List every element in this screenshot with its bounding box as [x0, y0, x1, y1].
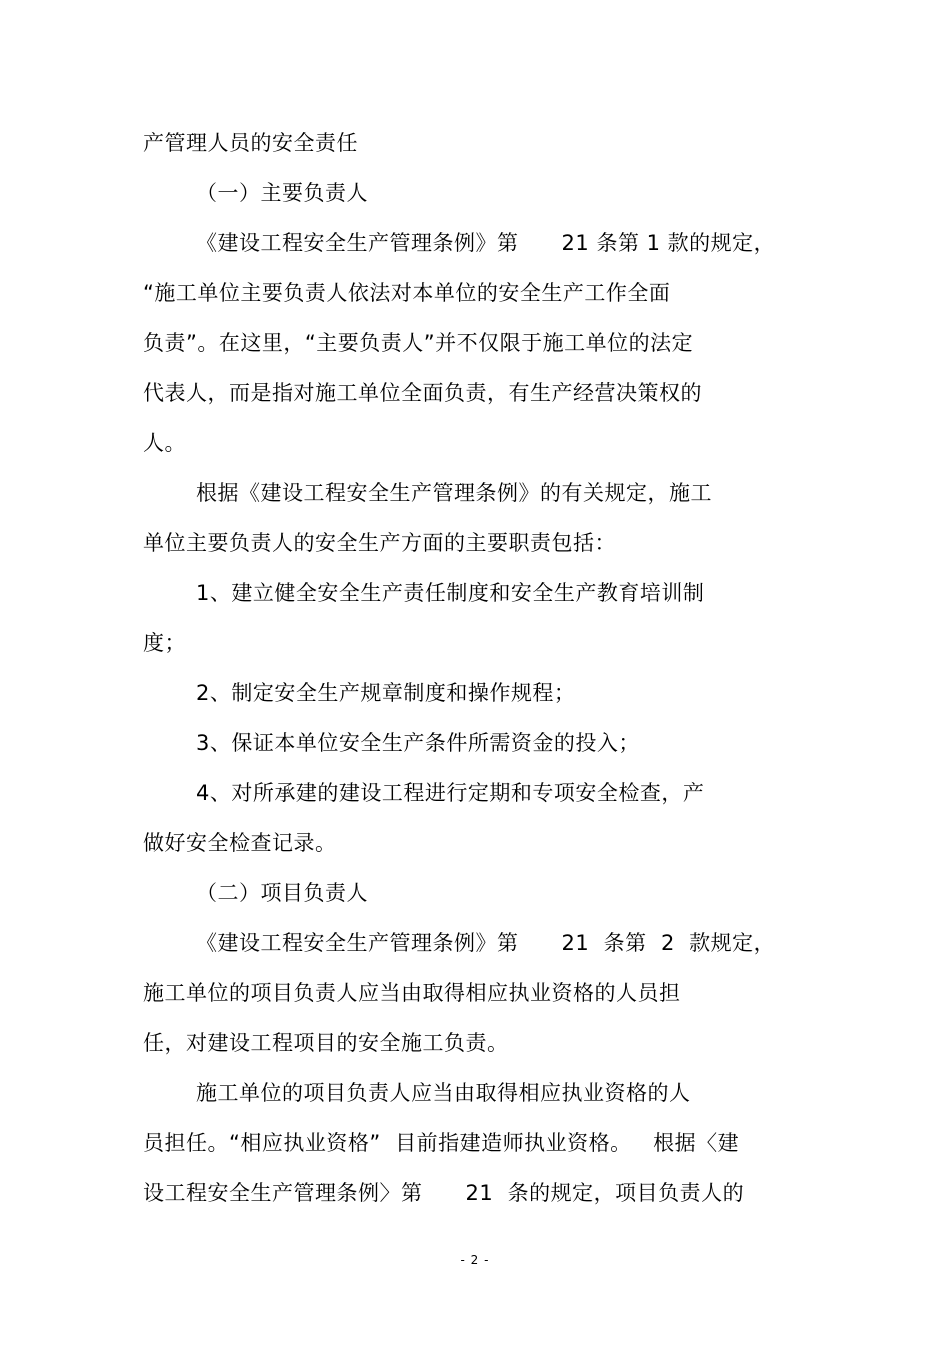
text-line: 施工单位的项目负责人应当由取得相应执业资格的人员担: [143, 981, 681, 1005]
list-item: 2、制定安全生产规章制度和操作规程；: [196, 681, 576, 705]
text-line: 员担任。“相应执业资格” 目前指建造师执业资格。 根据〈建: [143, 1131, 740, 1155]
section-heading: （二）项目负责人: [196, 881, 368, 905]
text-line: 《建设工程安全生产管理条例》第 21 条第 1 款的规定，: [196, 231, 776, 255]
text-line: 任，对建设工程项目的安全施工负责。: [143, 1031, 509, 1055]
text-line: 产管理人员的安全责任: [143, 131, 358, 155]
text-line: 做好安全检查记录。: [143, 831, 337, 855]
page-number: - 2 -: [460, 1253, 490, 1267]
list-item: 3、保证本单位安全生产条件所需资金的投入；: [196, 731, 640, 755]
text-line: 《建设工程安全生产管理条例》第 21 条第 2 款规定，: [196, 931, 776, 955]
text-line: “施工单位主要负责人依法对本单位的安全生产工作全面: [143, 281, 671, 305]
section-heading: （一）主要负责人: [196, 181, 368, 205]
text-line: 负责”。在这里，“主要负责人”并不仅限于施工单位的法定: [143, 331, 694, 355]
text-line: 设工程安全生产管理条例〉第 21 条的规定，项目负责人的: [143, 1181, 745, 1205]
list-item: 1、建立健全安全生产责任制度和安全生产教育培训制: [196, 581, 705, 605]
text-line: 度；: [143, 631, 186, 655]
text-line: 人。: [143, 431, 186, 455]
text-line: 单位主要负责人的安全生产方面的主要职责包括：: [143, 531, 616, 555]
list-item: 4、对所承建的建设工程进行定期和专项安全检查，产: [196, 781, 705, 805]
text-line: 施工单位的项目负责人应当由取得相应执业资格的人: [196, 1081, 691, 1105]
text-line: 根据《建设工程安全生产管理条例》的有关规定，施工: [196, 481, 712, 505]
text-line: 代表人，而是指对施工单位全面负责，有生产经营决策权的: [143, 381, 702, 405]
